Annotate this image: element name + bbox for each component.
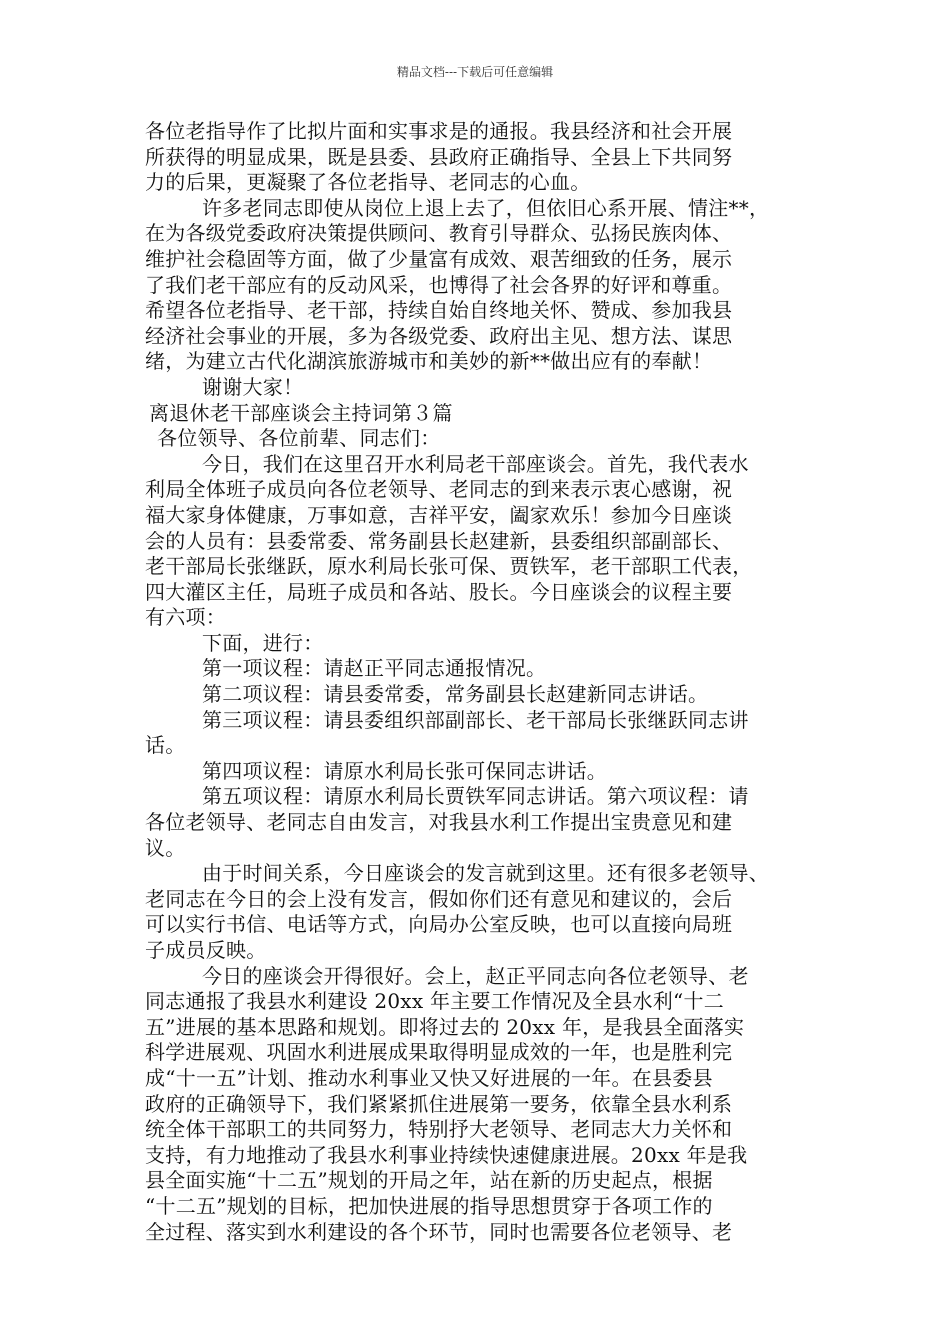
text-line: 政府的正确领导下，我们紧紧抓住进展第一要务，依靠全县水利系: [145, 1091, 733, 1116]
text-line: 下面，进行：: [202, 630, 324, 655]
text-line: 统全体干部职工的共同努力，特别抒大老领导、老同志大力关怀和: [145, 1117, 733, 1142]
text-line: 可以实行书信、电话等方式，向局办公室反映，也可以直接向局班: [145, 912, 733, 937]
text-line: 子成员反映。: [145, 938, 267, 962]
text-line: 第一项议程：请赵正平同志通报情况。: [202, 656, 547, 681]
text-line: 今日的座谈会开得很好。会上，赵正平同志向各位老领导、老: [202, 963, 749, 988]
text-line: 老同志在今日的会上没有发言，假如你们还有意见和建议的，会后: [145, 886, 733, 911]
text-line: 利局全体班子成员向各位老领导、老同志的到来表示衷心感谢，祝: [145, 477, 733, 502]
text-line: 了我们老干部应有的反动风采，也博得了社会各界的好评和尊重。: [145, 272, 733, 297]
text-line: 力的后果，更凝聚了各位老指导、老同志的心血。: [145, 170, 591, 195]
text-line: 第五项议程：请原水利局长贾铁军同志讲话。第六项议程：请: [202, 784, 749, 809]
text-line: 福大家身体健康，万事如意，吉祥平安，阖家欢乐！参加今日座谈: [145, 502, 733, 527]
text-line: “十二五”规划的目标，把加快进展的指导思想贯穿于各项工作的: [145, 1193, 713, 1218]
text-line: 第二项议程：请县委常委，常务副县长赵建新同志讲话。: [202, 682, 709, 707]
text-line: 各位老领导、老同志自由发言，对我县水利工作提出宝贵意见和建: [145, 810, 733, 835]
text-line: 许多老同志即使从岗位上退上去了，但依旧心系开展、情注**，: [202, 195, 770, 220]
text-line: 五”进展的基本思路和规划。即将过去的 20xx 年，是我县全面落实: [145, 1014, 745, 1039]
text-line: 支持，有力地推动了我县水利事业持续快速健康进展。20xx 年是我: [145, 1142, 748, 1167]
text-line: 由于时间关系，今日座谈会的发言就到这里。还有很多老领导、: [202, 861, 769, 886]
text-line: 今日，我们在这里召开水利局老干部座谈会。首先，我代表水: [202, 451, 749, 476]
text-line: 希望各位老指导、老干部，持续自始自终地关怀、赞成、参加我县: [145, 298, 733, 323]
text-line: 谢谢大家！: [202, 374, 304, 399]
text-line: 在为各级党委政府决策提供顾问、教育引导群众、弘扬民族肉体、: [145, 221, 733, 246]
text-line: 同志通报了我县水利建设 20xx 年主要工作情况及全县水利“十二: [145, 989, 724, 1014]
text-line: 所获得的明显成果，既是县委、县政府正确指导、全县上下共同努: [145, 144, 733, 169]
text-line: 绪，为建立古代化湖滨旅游城市和美妙的新**做出应有的奉献！: [145, 349, 713, 374]
text-line: 各位老指导作了比拟片面和实事求是的通报。我县经济和社会开展: [145, 119, 733, 143]
page-header: 精品文档---下载后可任意编辑: [396, 65, 554, 79]
text-line: 经济社会事业的开展，多为各级党委、政府出主见、想方法、谋思: [145, 323, 733, 348]
text-line: 各位领导、各位前辈、同志们：: [157, 426, 441, 451]
document-body: [145, 119, 810, 1245]
text-line: 县全面实施“十二五”规划的开局之年，站在新的历史起点，根据: [145, 1168, 713, 1193]
text-line: 第三项议程：请县委组织部副部长、老干部局长张继跃同志讲: [202, 707, 749, 732]
text-line: 会的人员有：县委常委、常务副县长赵建新，县委组织部副部长、: [145, 528, 733, 553]
text-line: 老干部局长张继跃，原水利局长张可保、贾铁军，老干部职工代表，: [145, 554, 753, 579]
text-line: 话。: [145, 733, 186, 758]
text-line: 维护社会稳固等方面，做了少量富有成效、艰苦细致的任务，展示: [145, 246, 733, 271]
text-line: 科学进展观、巩固水利进展成果取得明显成效的一年，也是胜利完: [145, 1040, 733, 1065]
text-line: 成“十一五”计划、推动水利事业又快又好进展的一年。在县委县: [145, 1065, 713, 1090]
text-line: 离退休老干部座谈会主持词第３篇: [149, 400, 453, 425]
text-line: 有六项：: [145, 605, 226, 630]
text-line: 四大灌区主任，局班子成员和各站、股长。今日座谈会的议程主要: [145, 579, 733, 604]
text-line: 全过程、落实到水利建设的各个环节，同时也需要各位老领导、老: [145, 1219, 733, 1244]
text-line: 第四项议程：请原水利局长张可保同志讲话。: [202, 758, 607, 783]
text-line: 议。: [145, 835, 186, 860]
